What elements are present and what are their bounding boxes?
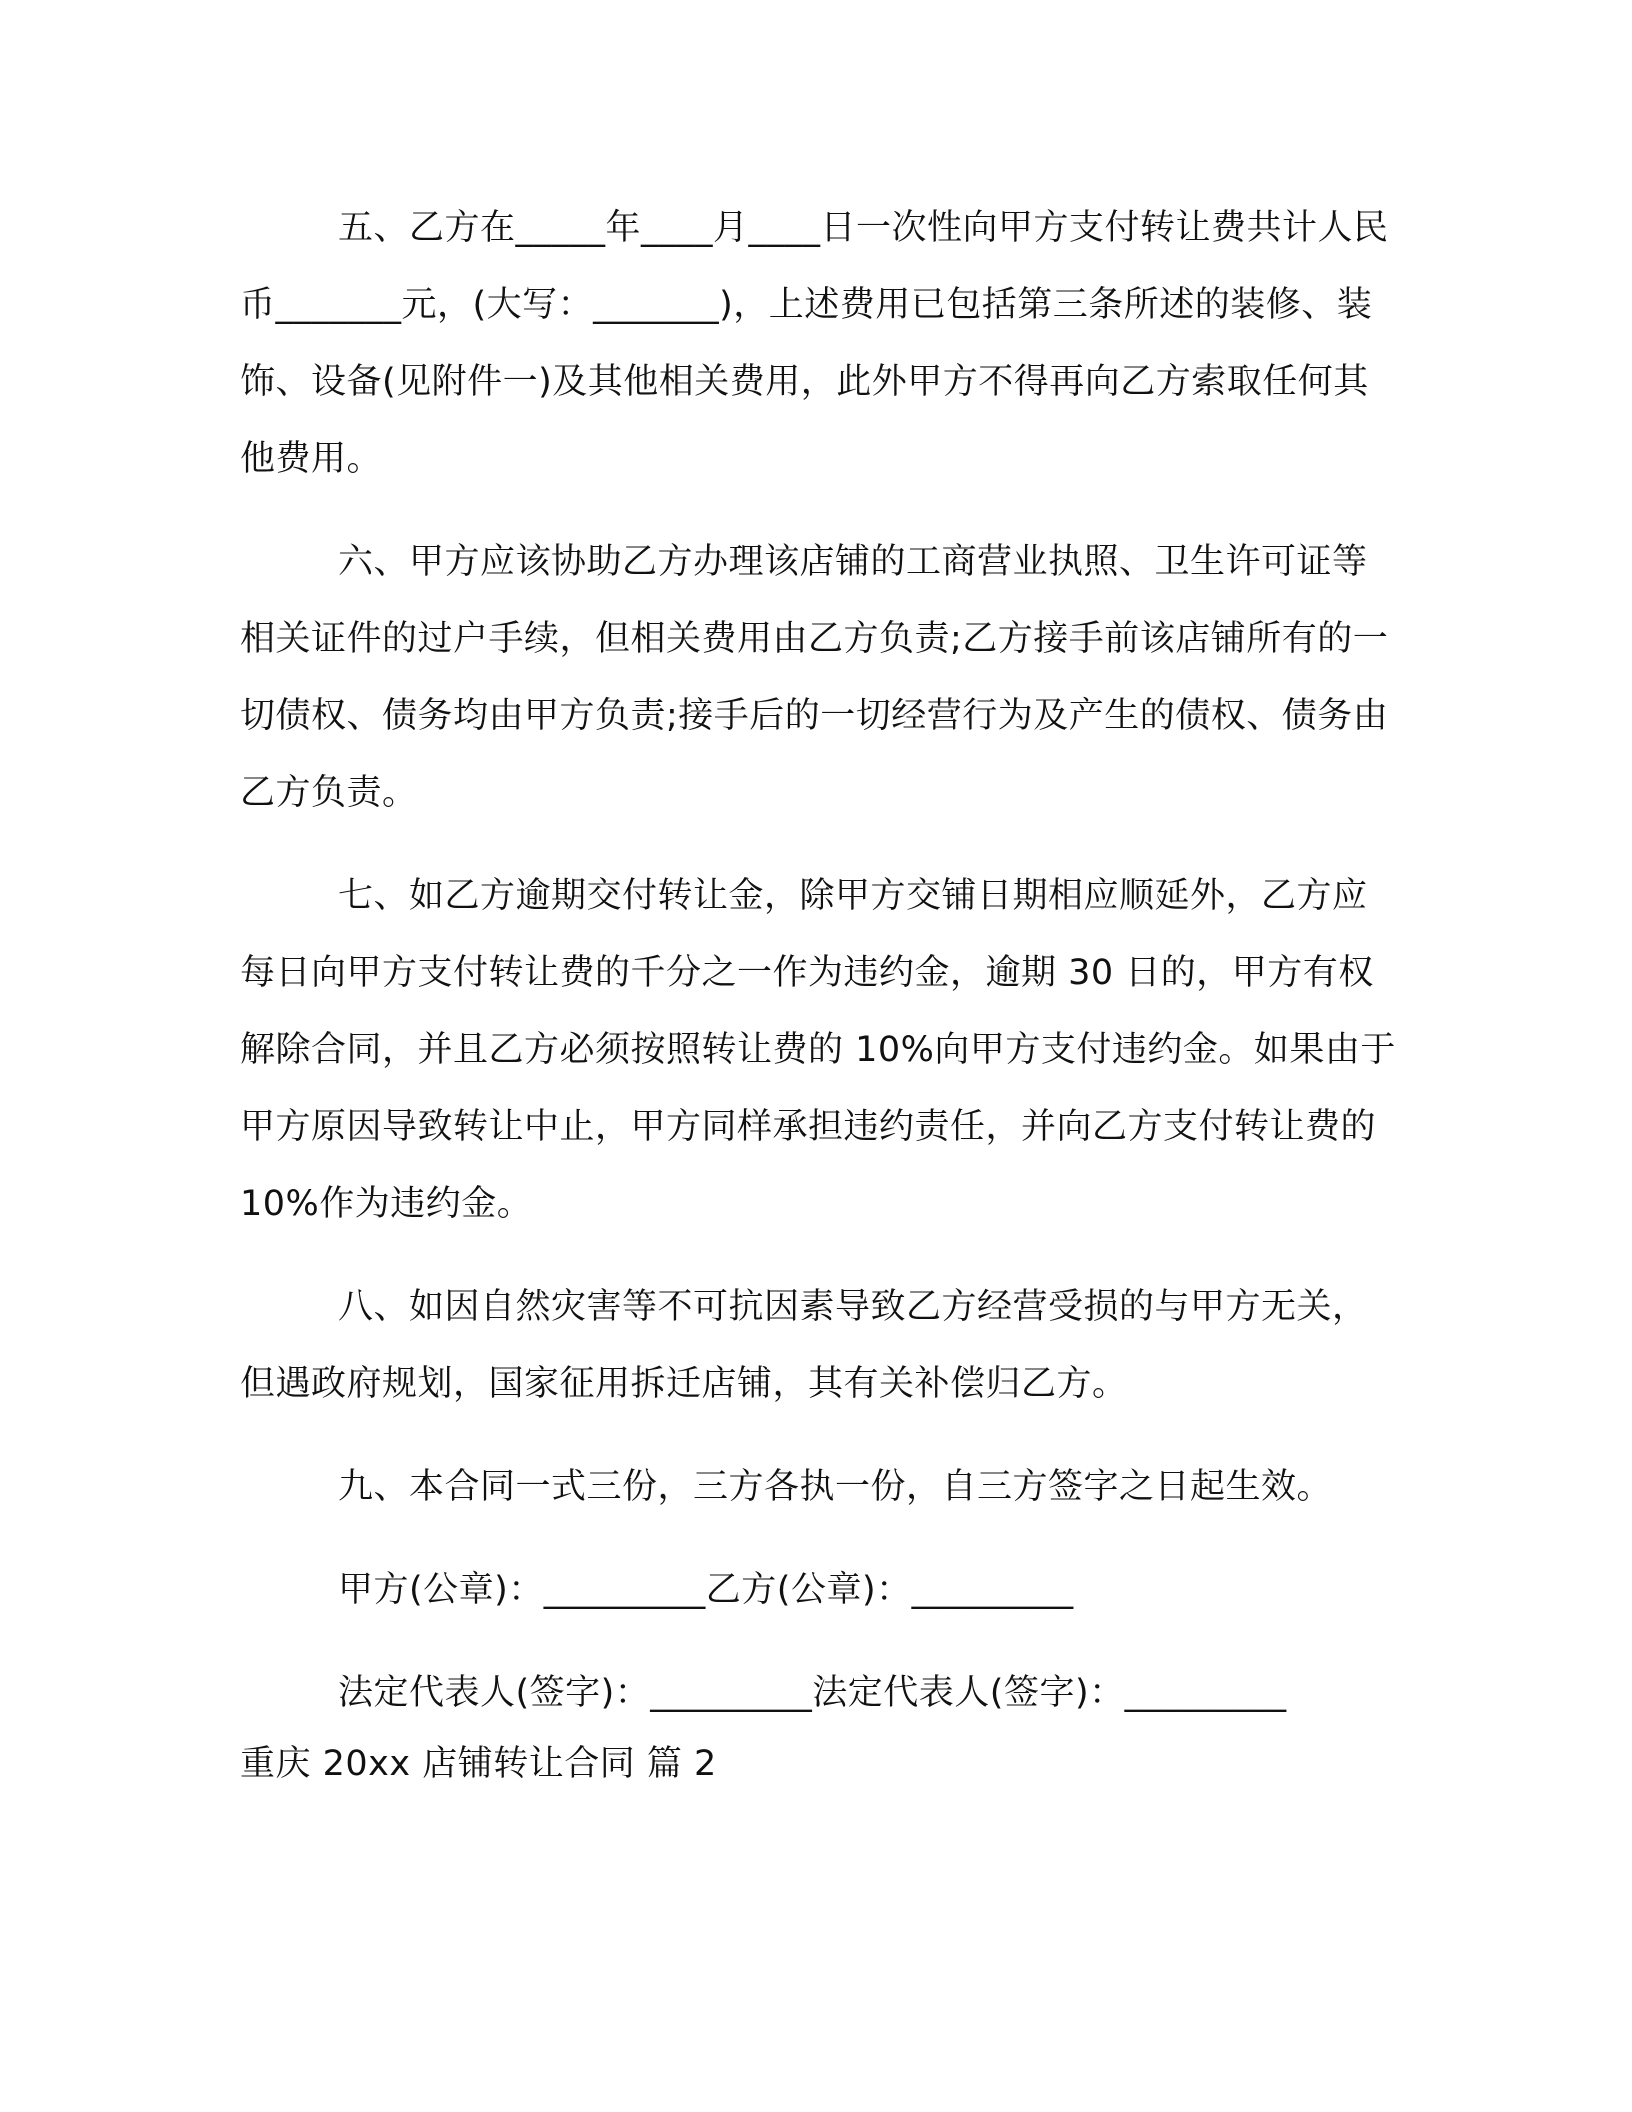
clause-seven: 七、如乙方逾期交付转让金，除甲方交铺日期相应顺延外，乙方应每日向甲方支付转让费的千分之一作为违约金，逾期 30 日的，甲方有权解除合同，并且乙方必须按照转让费的 10%向甲方支付违约金。如果由于甲方原因导致转让中止，甲方同样承担违约责任，并向乙方支付转让费的 10%作为违约金。 [240, 876, 1396, 1224]
document-page [240, 190, 1400, 1803]
clause-nine: 九、本合同一式三份，三方各执一份，自三方签字之日起生效。 [338, 1467, 1333, 1507]
clause-eight: 八、如因自然灾害等不可抗因素导致乙方经营受损的与甲方无关，但遇政府规划，国家征用拆迁店铺，其有关补偿归乙方。 [240, 1287, 1368, 1404]
signature-representative-line: 法定代表人(签字)：_________法定代表人(签字)：_________ [338, 1673, 1287, 1713]
clause-five: 五、乙方在_____年____月____日一次性向甲方支付转让费共计人民币_______元，(大写：_______)，上述费用已包括第三条所述的装修、装饰、设备(见附件一)及其他相关费用，此外甲方不得再向乙方索取任何其他费用。 [240, 208, 1389, 479]
clause-six: 六、甲方应该协助乙方办理该店铺的工商营业执照、卫生许可证等相关证件的过户手续，但相关费用由乙方负责;乙方接手前该店铺所有的一切债权、债务均由甲方负责;接手后的一切经营行为及产生的债权、债务由乙方负责。 [240, 542, 1389, 813]
signature-seal-line: 甲方(公章)：_________乙方(公章)：_________ [338, 1570, 1074, 1610]
next-section-title: 重庆 20xx 店铺转让合同 篇 2 [240, 1744, 717, 1784]
